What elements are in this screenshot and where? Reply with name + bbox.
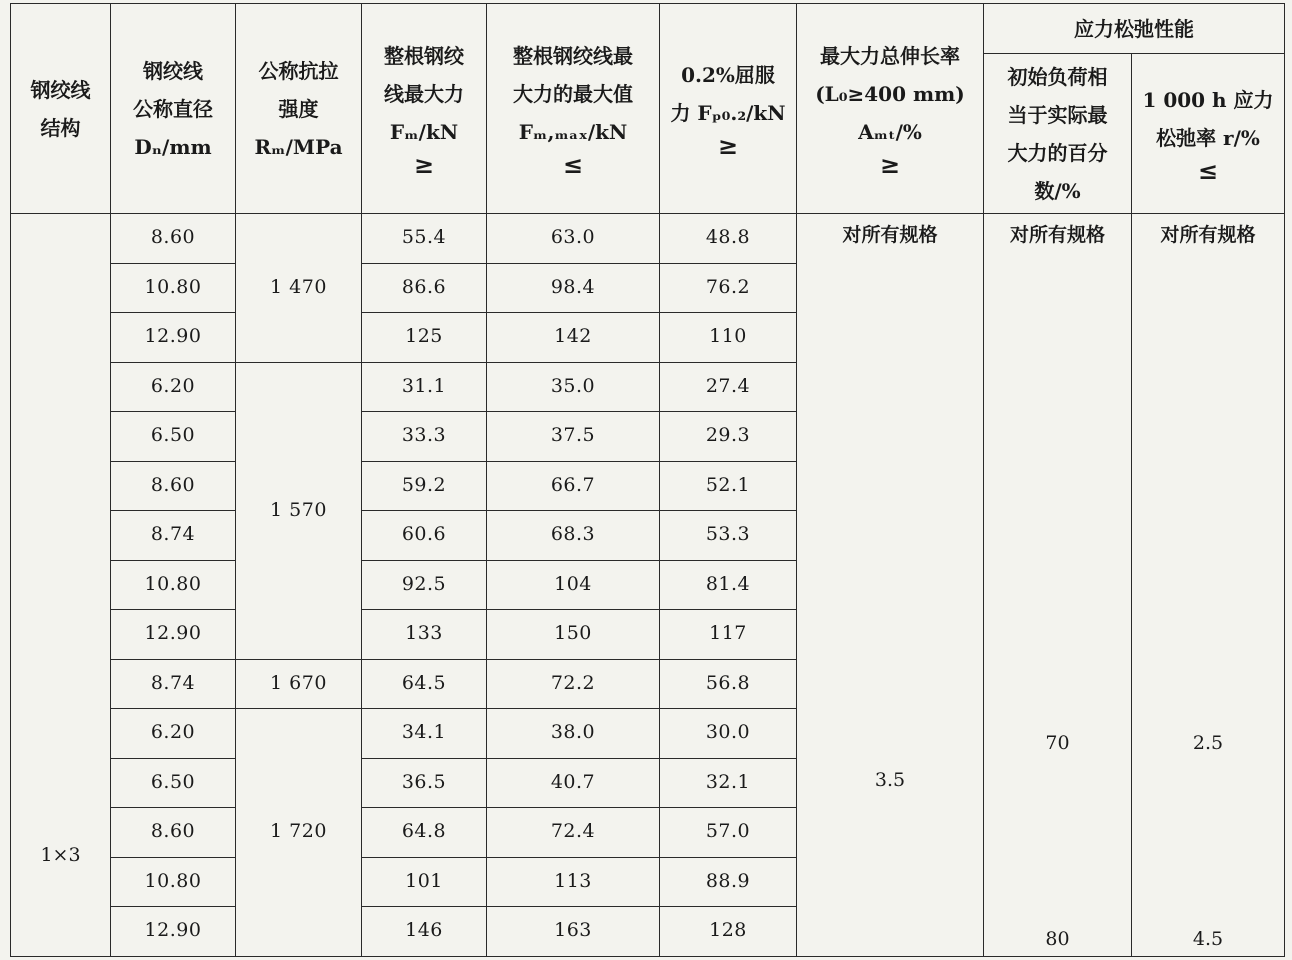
yield-force-cell: 27.4	[660, 362, 797, 412]
max-force-cell: 55.4	[362, 214, 487, 264]
yield-force-cell: 48.8	[660, 214, 797, 264]
yield-force-cell: 81.4	[660, 560, 797, 610]
diameter-cell: 8.60	[111, 461, 236, 511]
max-force-max-cell: 68.3	[487, 511, 660, 561]
max-force-cell: 146	[362, 907, 487, 957]
max-force-cell: 33.3	[362, 412, 487, 462]
max-force-cell: 92.5	[362, 560, 487, 610]
header-relaxation-group: 应力松弛性能	[984, 4, 1285, 54]
max-force-cell: 59.2	[362, 461, 487, 511]
max-force-cell: 31.1	[362, 362, 487, 412]
yield-force-cell: 29.3	[660, 412, 797, 462]
max-force-max-cell: 63.0	[487, 214, 660, 264]
max-force-cell: 36.5	[362, 758, 487, 808]
yield-force-cell: 56.8	[660, 659, 797, 709]
yield-force-cell: 110	[660, 313, 797, 363]
diameter-cell: 8.60	[111, 214, 236, 264]
diameter-cell: 10.80	[111, 560, 236, 610]
max-force-max-cell: 142	[487, 313, 660, 363]
relaxation-value-2-5: 2.5	[1192, 732, 1224, 754]
max-force-max-cell: 104	[487, 560, 660, 610]
max-force-cell: 60.6	[362, 511, 487, 561]
table-row	[11, 214, 1285, 264]
tensile-strength-cell: 1 670	[236, 659, 362, 709]
max-force-cell: 101	[362, 857, 487, 907]
diameter-cell: 12.90	[111, 907, 236, 957]
max-force-max-cell: 72.2	[487, 659, 660, 709]
max-force-cell: 125	[362, 313, 487, 363]
initial-load-all-specs-label: 对所有规格	[1009, 224, 1105, 246]
initial-load-value-80: 80	[1045, 928, 1070, 950]
max-force-cell: 133	[362, 610, 487, 660]
initial-load-value-70: 70	[1045, 732, 1070, 754]
max-force-max-cell: 72.4	[487, 808, 660, 858]
diameter-cell: 8.60	[111, 808, 236, 858]
header-initial-load: 初始负荷相 当于实际最 大力的百分 数/%	[984, 54, 1132, 214]
diameter-cell: 6.50	[111, 412, 236, 462]
diameter-cell: 10.80	[111, 263, 236, 313]
header-max-force-max: 整根钢绞线最 大力的最大值 Fₘ,ₘₐₓ/kN ≤	[487, 4, 660, 214]
diameter-cell: 8.74	[111, 659, 236, 709]
strand-spec-table	[10, 3, 1285, 957]
elongation-value: 3.5	[874, 769, 906, 791]
yield-force-cell: 52.1	[660, 461, 797, 511]
header-elongation: 最大力总伸长率 (L₀≥400 mm) Aₘₜ/% ≥	[797, 4, 984, 214]
elongation-all-specs-label: 对所有规格	[842, 224, 938, 246]
yield-force-cell: 88.9	[660, 857, 797, 907]
header-diameter: 钢绞线 公称直径 Dₙ/mm	[111, 4, 236, 214]
max-force-max-cell: 98.4	[487, 263, 660, 313]
relaxation-all-specs-label: 对所有规格	[1160, 224, 1256, 246]
max-force-cell: 86.6	[362, 263, 487, 313]
diameter-cell: 6.20	[111, 362, 236, 412]
structure-cell: 1×3	[11, 214, 111, 957]
yield-force-cell: 57.0	[660, 808, 797, 858]
max-force-max-cell: 163	[487, 907, 660, 957]
header-tensile-strength: 公称抗拉 强度 Rₘ/MPa	[236, 4, 362, 214]
table-body	[11, 214, 1285, 957]
diameter-cell: 12.90	[111, 313, 236, 363]
max-force-max-cell: 37.5	[487, 412, 660, 462]
yield-force-cell: 30.0	[660, 709, 797, 759]
header-relaxation-rate: 1 000 h 应力 松弛率 r/% ≤	[1132, 54, 1285, 214]
max-force-max-cell: 40.7	[487, 758, 660, 808]
max-force-cell: 64.5	[362, 659, 487, 709]
tensile-strength-cell: 1 570	[236, 362, 362, 659]
tensile-strength-cell: 1 470	[236, 214, 362, 363]
header-max-force: 整根钢绞 线最大力 Fₘ/kN ≥	[362, 4, 487, 214]
diameter-cell: 10.80	[111, 857, 236, 907]
max-force-max-cell: 35.0	[487, 362, 660, 412]
yield-force-cell: 53.3	[660, 511, 797, 561]
max-force-cell: 64.8	[362, 808, 487, 858]
diameter-cell: 6.20	[111, 709, 236, 759]
diameter-cell: 6.50	[111, 758, 236, 808]
max-force-max-cell: 38.0	[487, 709, 660, 759]
yield-force-cell: 32.1	[660, 758, 797, 808]
header-yield-force: 0.2%屈服 力 Fₚ₀.₂/kN ≥	[660, 4, 797, 214]
relaxation-rate-cell	[1132, 214, 1285, 957]
max-force-max-cell: 150	[487, 610, 660, 660]
yield-force-cell: 128	[660, 907, 797, 957]
yield-force-cell: 76.2	[660, 263, 797, 313]
header-structure: 钢绞线 结构	[11, 4, 111, 214]
diameter-cell: 12.90	[111, 610, 236, 660]
initial-load-cell	[984, 214, 1132, 957]
max-force-cell: 34.1	[362, 709, 487, 759]
max-force-max-cell: 113	[487, 857, 660, 907]
yield-force-cell: 117	[660, 610, 797, 660]
relaxation-value-4-5: 4.5	[1192, 928, 1224, 950]
diameter-cell: 8.74	[111, 511, 236, 561]
max-force-max-cell: 66.7	[487, 461, 660, 511]
elongation-cell	[797, 214, 984, 957]
tensile-strength-cell: 1 720	[236, 709, 362, 957]
